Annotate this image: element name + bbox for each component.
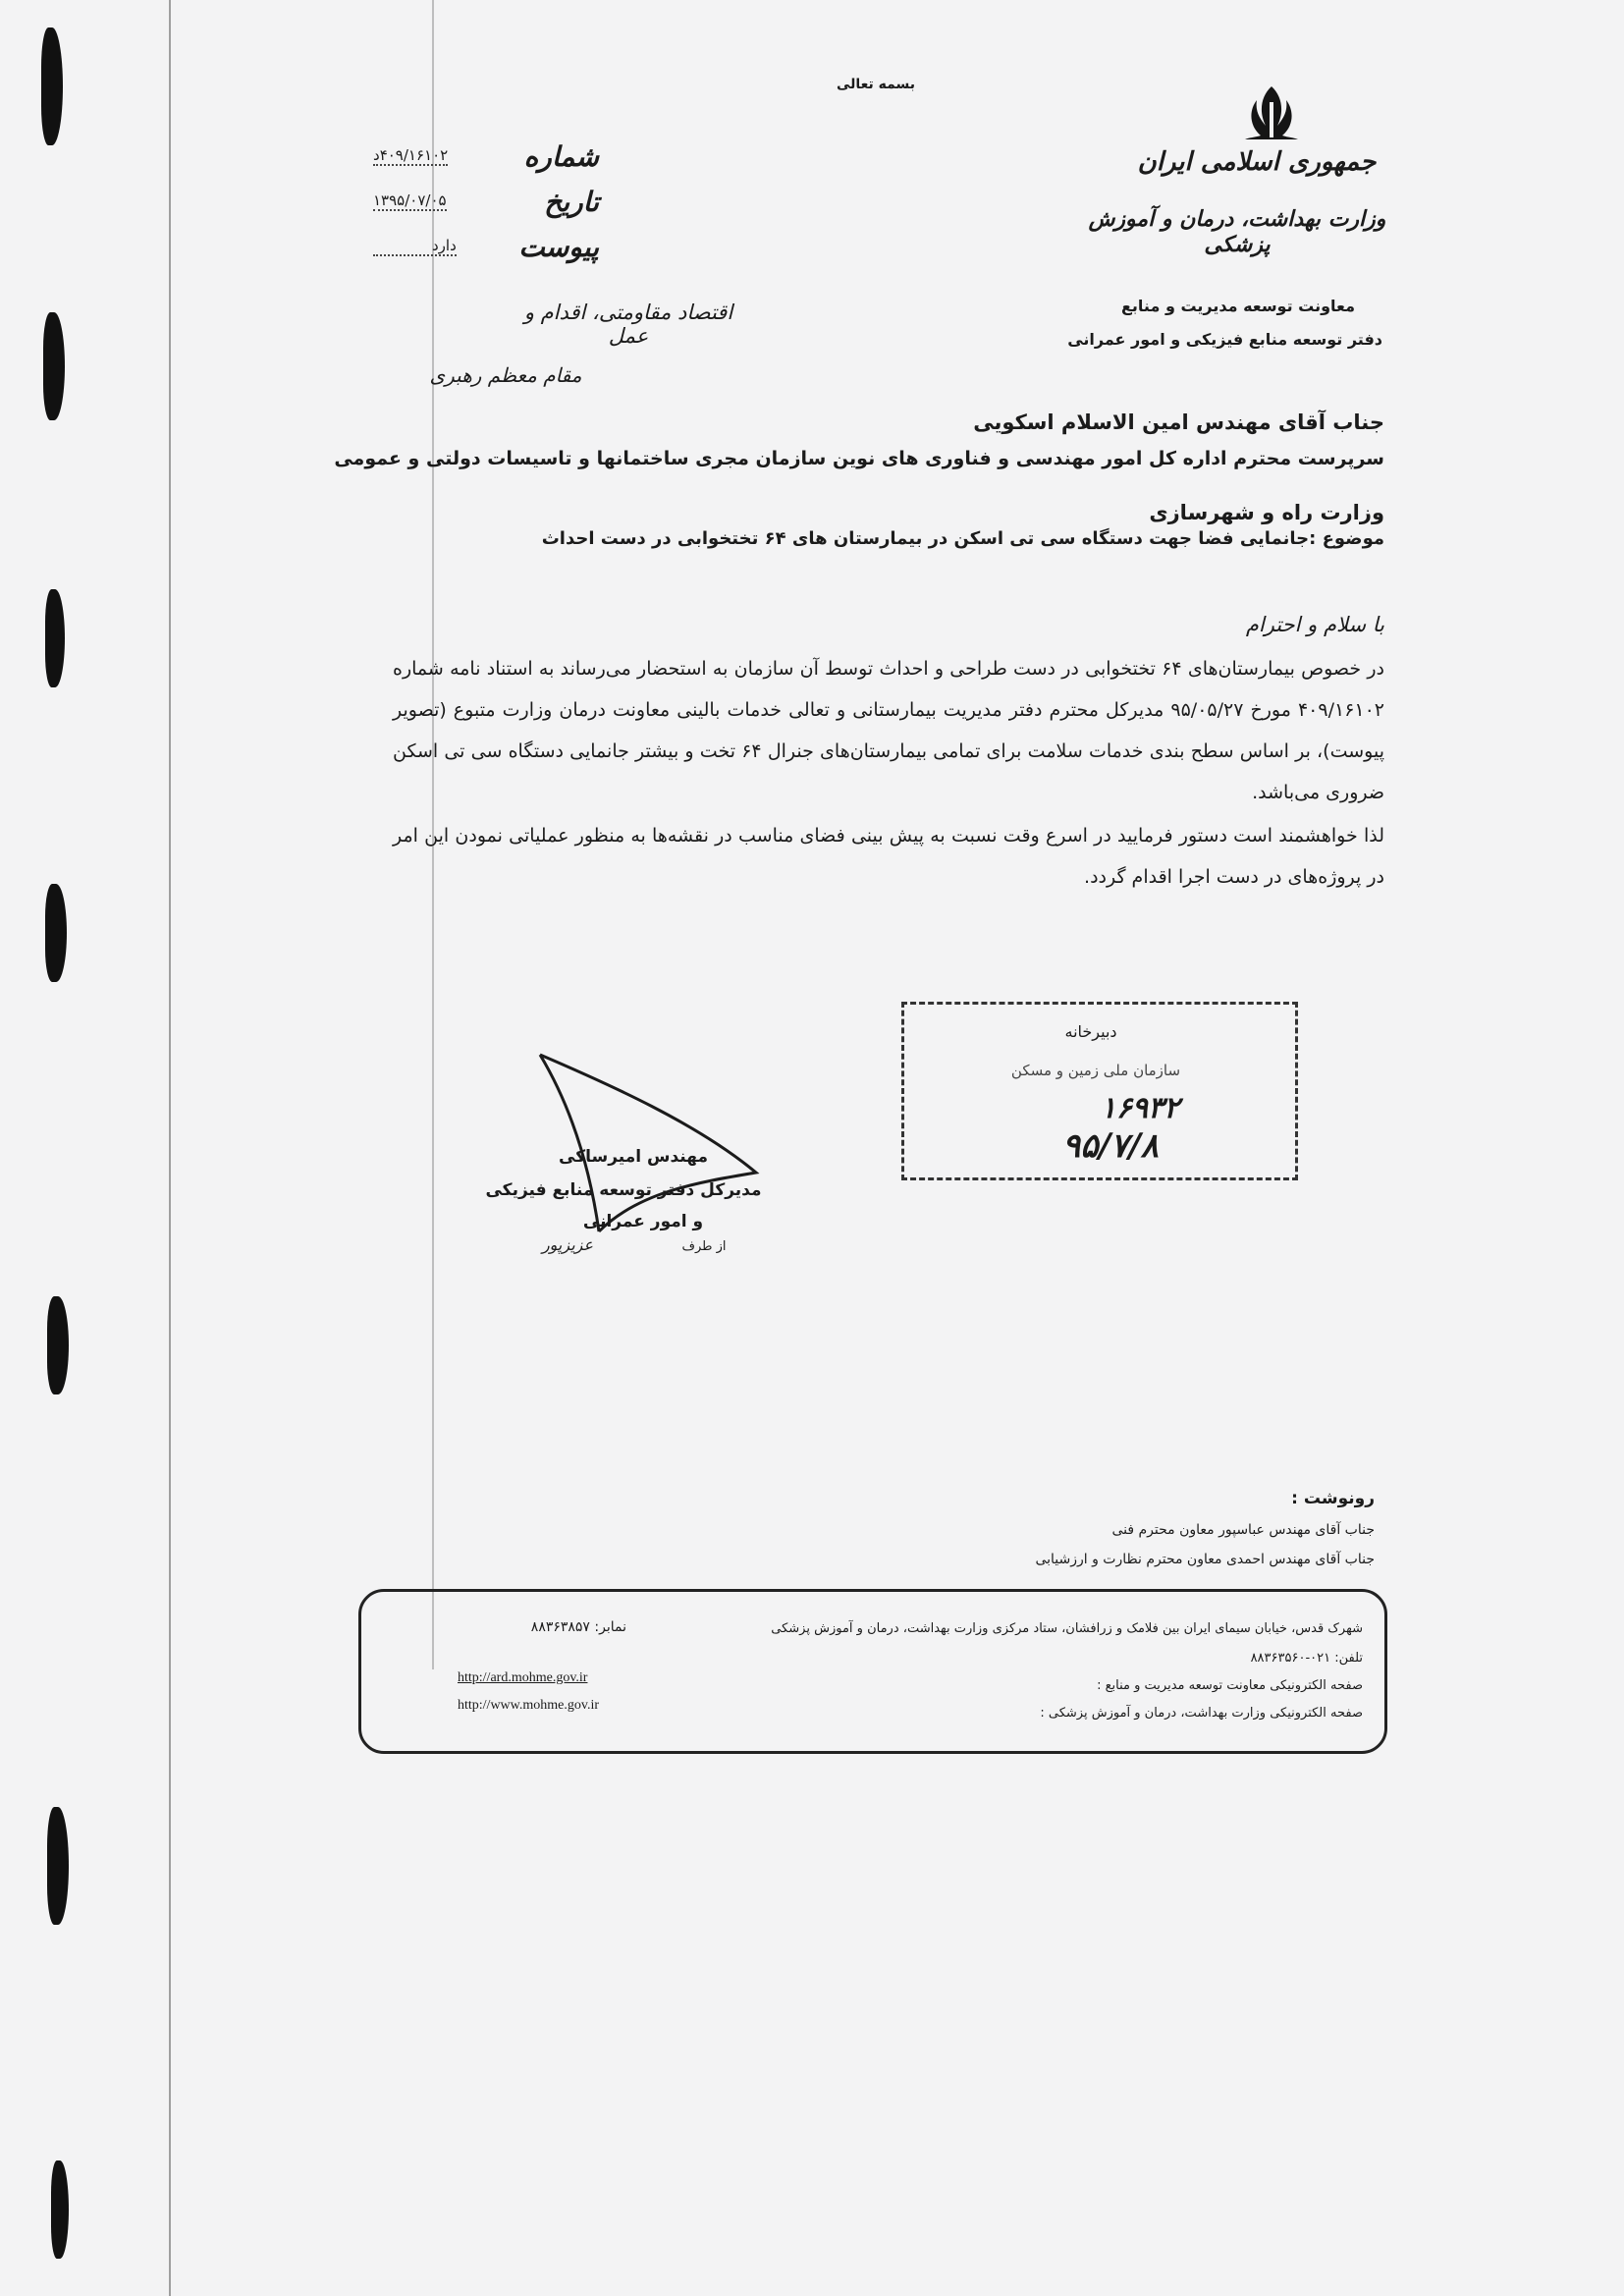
footer-phone: تلفن: ۰۲۱-۸۸۳۶۳۵۶۰ (1250, 1651, 1363, 1666)
cc-line-1: جناب آقای مهندس عباسپور معاون محترم فنی (1111, 1522, 1375, 1538)
footer-box (358, 1589, 1387, 1754)
scan-mark (43, 312, 65, 420)
leader-note: مقام معظم رهبری (429, 363, 582, 387)
cc-label: رونوشت : (1291, 1489, 1375, 1508)
greeting: با سلام و احترام (1245, 613, 1384, 636)
republic-name: جمهوری اسلامی ایران (1137, 147, 1377, 177)
scan-line (169, 0, 171, 2296)
stamp-number: ۱۶۹۳۲ (1100, 1091, 1180, 1125)
footer-fax: نمابر: ۸۸۳۶۳۸۵۷ (530, 1619, 626, 1635)
footer-deputy-site: صفحه الکترونیکی معاونت توسعه مدیریت و منابع : (1097, 1678, 1363, 1693)
recipient-title: سرپرست محترم اداره کل امور مهندسی و فناوری های نوین سازمان مجری ساختمانها و تاسیسات دولتی و عمومی (334, 448, 1384, 469)
stamp-date: ۹۵/۷/۸ (1062, 1126, 1159, 1166)
date-value: ۱۳۹۵/۰۷/۰۵ (373, 191, 447, 209)
number-value: ۴۰۹/۱۶۱۰۲د (373, 146, 449, 164)
iran-emblem-icon (1239, 82, 1304, 145)
stamp-line-2: سازمان ملی زمین و مسکن (1010, 1062, 1181, 1079)
date-label: تاریخ (544, 185, 599, 218)
body-paragraph-1: در خصوص بیمارستان‌های ۶۴ تختخوابی در دست طراحی و احداث توسط آن سازمان به استحضار می‌رساند به استناد نامه شماره ۴۰۹/۱۶۱۰۲ مورخ ۹۵/۰۵/۲۷ مدیرکل محترم دفتر مدیریت بیمارستانی و تعالی خدمات بالینی معاونت درمان وزارت متبوع (تصویر پیوست)، بر اساس سطح بندی خدمات سلامت برای تمامی بیمارستان‌های جنرال ۶۴ تخت و بیشتر جانمایی دستگاه سی تی اسکن ضروری می‌باشد. (393, 658, 1385, 803)
scan-mark (45, 589, 65, 687)
footer-url-ministry[interactable]: http://www.mohme.gov.ir (458, 1698, 600, 1713)
ministry-name: وزارت بهداشت، درمان و آموزش پزشکی (1088, 206, 1386, 257)
number-label: شماره (523, 139, 599, 173)
office-name: دفتر توسعه منابع فیزیکی و امور عمرانی (1067, 330, 1382, 349)
body-paragraph-2: لذا خواهشمند است دستور فرمایید در اسرع وقت نسبت به پیش بینی فضای مناسب در نقشه‌ها به منظور عملیاتی نمودن این امر در پروژه‌های در دست اجرا اقدام گردد. (393, 825, 1384, 888)
scan-mark (45, 884, 67, 982)
registry-stamp (901, 1002, 1298, 1180)
recipient-ministry: وزارت راه و شهرسازی (1149, 501, 1384, 524)
number-row (373, 134, 599, 179)
attachment-label: پیوست (518, 230, 599, 263)
date-row (373, 179, 599, 224)
scan-mark (47, 1807, 69, 1925)
cc-line-2: جناب آقای مهندس احمدی معاون محترم نظارت و ارزشیابی (1035, 1552, 1375, 1567)
signer-title-2: و امور عمرانی (582, 1212, 704, 1231)
footer-ministry-site: صفحه الکترونیکی وزارت بهداشت، درمان و آموزش پزشکی : (1040, 1706, 1363, 1721)
scan-mark (47, 1296, 69, 1394)
motto-note: اقتصاد مقاومتی، اقدام و عمل (523, 301, 733, 348)
recipient-name: جناب آقای مهندس امین الاسلام اسکویی (973, 410, 1384, 434)
scan-mark (41, 27, 63, 145)
scan-mark (51, 2160, 69, 2259)
stamp-line-1: دبیرخانه (1064, 1022, 1117, 1041)
signer-signature: عزیزپور (541, 1235, 594, 1254)
footer-url-deputy[interactable]: http://ard.mohme.gov.ir (458, 1670, 588, 1685)
signer-name: مهندس امیرساکی (559, 1147, 708, 1167)
footer-address: شهرک قدس، خیابان سیمای ایران بین فلامک و زرافشان، ستاد مرکزی وزارت بهداشت، درمان و آموزش پزشکی (771, 1621, 1363, 1636)
letter-meta (373, 134, 599, 269)
deputy-name: معاونت توسعه مدیریت و منابع (1120, 297, 1355, 315)
on-behalf-label: از طرف (681, 1239, 727, 1254)
signer-title-1: مدیرکل دفتر توسعه منابع فیزیکی (485, 1180, 762, 1200)
subject-line: موضوع :جانمایی فضا جهت دستگاه سی تی اسکن در بیمارستان های ۶۴ تختخوابی در دست احداث (541, 528, 1384, 549)
attachment-row (373, 224, 599, 269)
attachment-value: دارد (373, 237, 457, 256)
basmala: بسمه تعالی (836, 77, 916, 92)
